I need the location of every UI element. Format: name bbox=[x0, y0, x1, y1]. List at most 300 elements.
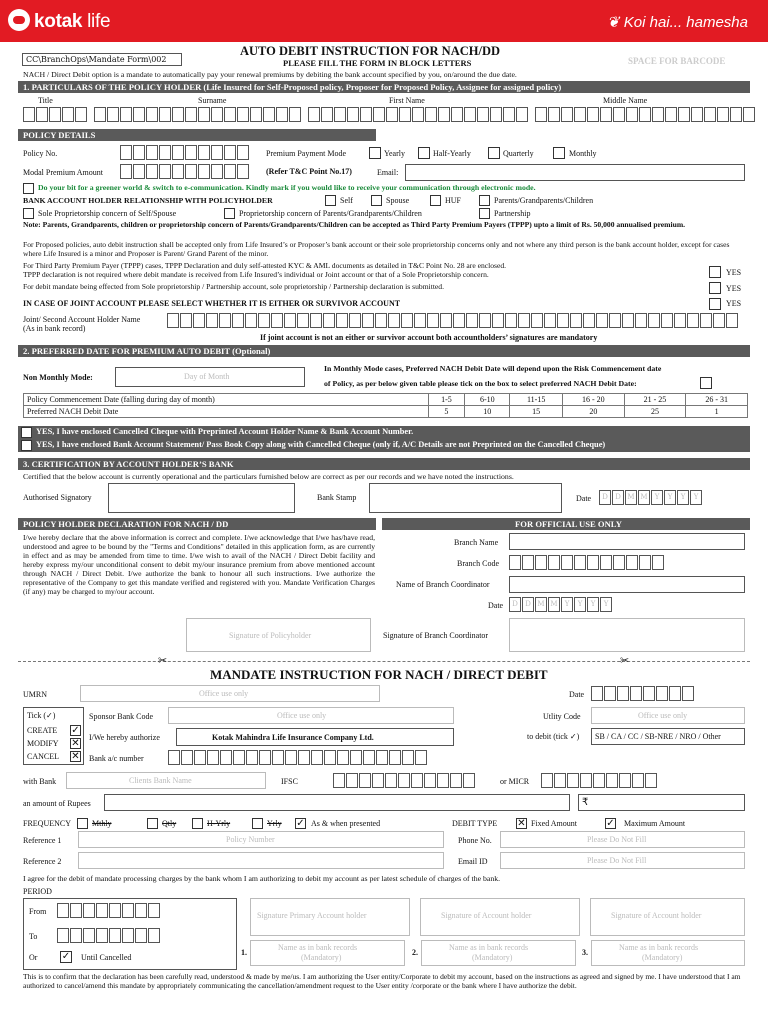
input-cell[interactable] bbox=[492, 313, 504, 328]
name-cell[interactable] bbox=[133, 107, 145, 122]
input-cell[interactable] bbox=[635, 313, 647, 328]
amount-figures-input[interactable] bbox=[578, 794, 745, 811]
bank-account-label: Bank a/c number bbox=[89, 754, 144, 763]
input-cell[interactable] bbox=[376, 750, 388, 765]
policyholder-name-grid[interactable] bbox=[23, 107, 756, 122]
input-cell[interactable] bbox=[148, 903, 160, 918]
input-cell[interactable] bbox=[535, 555, 547, 570]
mode-monthly-checkbox[interactable] bbox=[553, 147, 565, 159]
name-cell[interactable] bbox=[347, 107, 359, 122]
input-cell[interactable] bbox=[122, 928, 134, 943]
authorised-signatory-box[interactable] bbox=[108, 483, 295, 513]
until-cancelled-checkbox[interactable]: ✓ bbox=[61, 951, 71, 962]
date-cell[interactable]: D bbox=[599, 490, 611, 505]
input-cell[interactable] bbox=[518, 313, 530, 328]
create-checkbox[interactable]: ✓ bbox=[71, 725, 80, 736]
input-cell[interactable] bbox=[194, 750, 206, 765]
cancel-checkbox[interactable]: ✕ bbox=[71, 751, 80, 762]
cheque-yes-text: YES, I have enclosed Cancelled Cheque with Preprinted Account Holder Name & Bank Account Number. bbox=[36, 427, 414, 436]
input-cell[interactable] bbox=[385, 773, 397, 788]
coordinator-signature-box[interactable] bbox=[509, 618, 745, 652]
col-middle-name: Middle Name bbox=[603, 96, 648, 105]
utility-code-input[interactable] bbox=[591, 707, 745, 724]
input-cell[interactable] bbox=[285, 750, 297, 765]
input-cell[interactable] bbox=[570, 313, 582, 328]
input-cell[interactable] bbox=[57, 928, 69, 943]
to-date-input[interactable] bbox=[57, 928, 161, 943]
input-cell[interactable] bbox=[600, 555, 612, 570]
policyholder-signature-box[interactable] bbox=[186, 618, 371, 652]
input-cell[interactable] bbox=[645, 773, 657, 788]
freq-yearly-checkbox[interactable] bbox=[252, 818, 263, 829]
input-cell[interactable] bbox=[120, 164, 132, 179]
email-input[interactable] bbox=[405, 164, 745, 181]
name-cell[interactable] bbox=[678, 107, 690, 122]
input-cell[interactable] bbox=[541, 773, 553, 788]
joint-yes-checkbox[interactable] bbox=[709, 298, 721, 310]
bank-account-input[interactable] bbox=[168, 750, 428, 765]
name-cell[interactable] bbox=[574, 107, 586, 122]
name-cell[interactable] bbox=[639, 107, 651, 122]
freq-presented-label: As & when presented bbox=[311, 819, 381, 828]
name-cell[interactable] bbox=[587, 107, 599, 122]
input-cell[interactable] bbox=[401, 313, 413, 328]
date-cell[interactable]: M bbox=[625, 490, 637, 505]
input-cell[interactable] bbox=[713, 313, 725, 328]
input-cell[interactable] bbox=[70, 903, 82, 918]
input-cell[interactable] bbox=[211, 145, 223, 160]
input-cell[interactable] bbox=[211, 164, 223, 179]
rel-partnership-checkbox[interactable] bbox=[479, 208, 490, 219]
date-cell[interactable]: D bbox=[612, 490, 624, 505]
name-cell[interactable] bbox=[334, 107, 346, 122]
date-cell[interactable]: M bbox=[638, 490, 650, 505]
name-cell[interactable] bbox=[717, 107, 729, 122]
name-cell[interactable] bbox=[665, 107, 677, 122]
input-cell[interactable] bbox=[219, 313, 231, 328]
input-cell[interactable] bbox=[346, 773, 358, 788]
monthly-date-checkbox[interactable] bbox=[700, 377, 712, 389]
date-cell[interactable]: Y bbox=[600, 597, 612, 612]
input-cell[interactable] bbox=[652, 555, 664, 570]
input-cell[interactable] bbox=[450, 773, 462, 788]
input-cell[interactable] bbox=[414, 313, 426, 328]
input-cell[interactable] bbox=[593, 773, 605, 788]
input-cell[interactable] bbox=[648, 313, 660, 328]
input-cell[interactable] bbox=[619, 773, 631, 788]
input-cell[interactable] bbox=[135, 903, 147, 918]
input-cell[interactable] bbox=[402, 750, 414, 765]
input-cell[interactable] bbox=[440, 313, 452, 328]
input-cell[interactable] bbox=[453, 313, 465, 328]
input-cell[interactable] bbox=[324, 750, 336, 765]
input-cell[interactable] bbox=[632, 773, 644, 788]
input-cell[interactable] bbox=[237, 145, 249, 160]
input-cell[interactable] bbox=[350, 750, 362, 765]
input-cell[interactable] bbox=[198, 145, 210, 160]
table-cell: 11-15 bbox=[510, 394, 563, 406]
until-cancelled-label: Until Cancelled bbox=[81, 953, 132, 962]
name-cell[interactable] bbox=[451, 107, 463, 122]
mandate-date-input[interactable] bbox=[591, 686, 695, 701]
input-cell[interactable] bbox=[661, 313, 673, 328]
name-cell[interactable] bbox=[172, 107, 184, 122]
name-cell[interactable] bbox=[704, 107, 716, 122]
col-first-name: First Name bbox=[389, 96, 425, 105]
input-cell[interactable] bbox=[548, 555, 560, 570]
rel-prop-parents-checkbox[interactable] bbox=[224, 208, 235, 219]
input-cell[interactable] bbox=[509, 555, 521, 570]
input-cell[interactable] bbox=[70, 928, 82, 943]
fixed-amount-label: Fixed Amount bbox=[531, 819, 578, 828]
input-cell[interactable] bbox=[554, 773, 566, 788]
date-cell[interactable]: Y bbox=[677, 490, 689, 505]
input-cell[interactable] bbox=[630, 686, 642, 701]
input-cell[interactable] bbox=[622, 313, 634, 328]
name-cell[interactable] bbox=[477, 107, 489, 122]
input-cell[interactable] bbox=[427, 313, 439, 328]
input-cell[interactable] bbox=[398, 773, 410, 788]
input-cell[interactable] bbox=[363, 750, 375, 765]
fixed-amount-checkbox[interactable]: ✕ bbox=[517, 818, 526, 829]
name-cell[interactable] bbox=[36, 107, 48, 122]
input-cell[interactable] bbox=[687, 313, 699, 328]
input-cell[interactable] bbox=[411, 773, 423, 788]
input-cell[interactable] bbox=[83, 903, 95, 918]
freq-presented-checkbox[interactable]: ✓ bbox=[296, 818, 305, 829]
input-cell[interactable] bbox=[333, 773, 345, 788]
day-of-month-input[interactable] bbox=[115, 367, 305, 387]
input-cell[interactable] bbox=[544, 313, 556, 328]
reference-2-input[interactable] bbox=[78, 852, 444, 869]
from-date-input[interactable] bbox=[57, 903, 161, 918]
name-cell[interactable] bbox=[308, 107, 320, 122]
input-cell[interactable] bbox=[96, 903, 108, 918]
input-cell[interactable] bbox=[122, 903, 134, 918]
name-cell[interactable] bbox=[548, 107, 560, 122]
cert-date-input[interactable] bbox=[599, 490, 703, 505]
input-cell[interactable] bbox=[109, 903, 121, 918]
input-cell[interactable] bbox=[272, 750, 284, 765]
statement-yes-checkbox[interactable] bbox=[21, 440, 32, 451]
rel-self-checkbox[interactable] bbox=[325, 195, 336, 206]
joint-name-input[interactable] bbox=[167, 313, 739, 328]
name-cell[interactable] bbox=[321, 107, 333, 122]
table-cell: 1-5 bbox=[428, 394, 465, 406]
form-title: AUTO DEBIT INSTRUCTION FOR NACH/DD bbox=[240, 44, 500, 58]
section-2-header: 2. PREFERRED DATE FOR PREMIUM AUTO DEBIT (Optional) bbox=[18, 345, 750, 357]
micr-input[interactable] bbox=[541, 773, 658, 788]
freq-monthly-checkbox[interactable] bbox=[77, 818, 88, 829]
cert-date-label: Date bbox=[576, 494, 592, 503]
date-cell[interactable]: Y bbox=[651, 490, 663, 505]
input-cell[interactable] bbox=[596, 313, 608, 328]
input-cell[interactable] bbox=[133, 145, 145, 160]
input-cell[interactable] bbox=[639, 555, 651, 570]
signature-2-box[interactable] bbox=[420, 898, 580, 936]
intro-text: NACH / Direct Debit option is a mandate to automatically pay your renewal premiums by debiting the bank account specified by you, on/around the due date. bbox=[23, 70, 517, 79]
date-cell[interactable]: D bbox=[522, 597, 534, 612]
input-cell[interactable] bbox=[185, 164, 197, 179]
rel-sole-prop-label: Sole Proprietorship concern of Self/Spouse bbox=[38, 209, 177, 218]
cheque-yes-checkbox[interactable] bbox=[21, 427, 32, 438]
input-cell[interactable] bbox=[259, 750, 271, 765]
input-cell[interactable] bbox=[120, 145, 132, 160]
input-cell[interactable] bbox=[372, 773, 384, 788]
input-cell[interactable] bbox=[159, 164, 171, 179]
input-cell[interactable] bbox=[284, 313, 296, 328]
date-cell[interactable]: Y bbox=[561, 597, 573, 612]
name-cell[interactable] bbox=[289, 107, 301, 122]
input-cell[interactable] bbox=[146, 164, 158, 179]
name-cell[interactable] bbox=[198, 107, 210, 122]
maximum-amount-checkbox[interactable]: ✓ bbox=[606, 818, 615, 829]
mode-quarterly-checkbox[interactable] bbox=[488, 147, 500, 159]
input-cell[interactable] bbox=[271, 313, 283, 328]
tppp-yes-checkbox[interactable] bbox=[709, 266, 721, 278]
policyholder-signature-placeholder: Signature of Policyholder bbox=[229, 631, 312, 640]
input-cell[interactable] bbox=[193, 313, 205, 328]
name-cell[interactable] bbox=[730, 107, 742, 122]
branch-coordinator-label: Name of Branch Coordinator bbox=[396, 580, 490, 589]
input-cell[interactable] bbox=[258, 313, 270, 328]
input-cell[interactable] bbox=[359, 773, 371, 788]
sole-prop-yes-checkbox[interactable] bbox=[709, 282, 721, 294]
input-cell[interactable] bbox=[146, 145, 158, 160]
input-cell[interactable] bbox=[185, 145, 197, 160]
input-cell[interactable] bbox=[181, 750, 193, 765]
input-cell[interactable] bbox=[574, 555, 586, 570]
name-cell[interactable] bbox=[146, 107, 158, 122]
input-cell[interactable] bbox=[700, 313, 712, 328]
date-cell[interactable]: Y bbox=[574, 597, 586, 612]
rel-sole-prop-checkbox[interactable] bbox=[23, 208, 34, 219]
input-cell[interactable] bbox=[148, 928, 160, 943]
modify-checkbox[interactable]: ✕ bbox=[71, 738, 80, 749]
input-cell[interactable] bbox=[233, 750, 245, 765]
sponsor-bank-input[interactable] bbox=[168, 707, 454, 724]
name-cell[interactable] bbox=[75, 107, 87, 122]
name-cell[interactable] bbox=[516, 107, 528, 122]
input-cell[interactable] bbox=[424, 773, 436, 788]
name-cell[interactable] bbox=[159, 107, 171, 122]
name-cell[interactable] bbox=[224, 107, 236, 122]
input-cell[interactable] bbox=[437, 773, 449, 788]
input-cell[interactable] bbox=[57, 903, 69, 918]
name-cell[interactable] bbox=[62, 107, 74, 122]
name-cell[interactable] bbox=[535, 107, 547, 122]
input-cell[interactable] bbox=[172, 164, 184, 179]
input-cell[interactable] bbox=[674, 313, 686, 328]
input-cell[interactable] bbox=[168, 750, 180, 765]
input-cell[interactable] bbox=[311, 750, 323, 765]
date-cell[interactable]: Y bbox=[690, 490, 702, 505]
input-cell[interactable] bbox=[613, 555, 625, 570]
input-cell[interactable] bbox=[389, 750, 401, 765]
input-cell[interactable] bbox=[587, 555, 599, 570]
name-cell[interactable] bbox=[107, 107, 119, 122]
monthly-note-2: of Policy, as per below given table please tick on the box to select preferred NACH Debit Date: bbox=[324, 379, 637, 388]
input-cell[interactable] bbox=[522, 555, 534, 570]
input-cell[interactable] bbox=[246, 750, 258, 765]
input-cell[interactable] bbox=[479, 313, 491, 328]
amount-words-input[interactable] bbox=[104, 794, 570, 811]
name-cell[interactable] bbox=[360, 107, 372, 122]
rel-parents-checkbox[interactable] bbox=[479, 195, 490, 206]
bank-stamp-box[interactable] bbox=[369, 483, 562, 513]
input-cell[interactable] bbox=[606, 773, 618, 788]
phone-input[interactable] bbox=[500, 831, 745, 848]
input-cell[interactable] bbox=[207, 750, 219, 765]
name-cell[interactable] bbox=[626, 107, 638, 122]
name-cell[interactable] bbox=[613, 107, 625, 122]
mandate-title: MANDATE INSTRUCTION FOR NACH / DIRECT DEBIT bbox=[210, 667, 548, 682]
name-cell[interactable] bbox=[652, 107, 664, 122]
input-cell[interactable] bbox=[159, 145, 171, 160]
input-cell[interactable] bbox=[298, 750, 310, 765]
name-cell[interactable] bbox=[743, 107, 755, 122]
brand-suffix: life bbox=[82, 11, 111, 32]
input-cell[interactable] bbox=[682, 686, 694, 701]
input-cell[interactable] bbox=[561, 555, 573, 570]
ifsc-input[interactable] bbox=[333, 773, 476, 788]
input-cell[interactable] bbox=[135, 928, 147, 943]
input-cell[interactable] bbox=[133, 164, 145, 179]
input-cell[interactable] bbox=[626, 555, 638, 570]
name-cell[interactable] bbox=[211, 107, 223, 122]
mode-yearly-checkbox[interactable] bbox=[369, 147, 381, 159]
input-cell[interactable] bbox=[96, 928, 108, 943]
name-3-input[interactable] bbox=[591, 940, 745, 966]
input-cell[interactable] bbox=[557, 313, 569, 328]
umrn-input[interactable] bbox=[80, 685, 380, 702]
input-cell[interactable] bbox=[591, 686, 603, 701]
mode-halfyearly-checkbox[interactable] bbox=[418, 147, 430, 159]
input-cell[interactable] bbox=[206, 313, 218, 328]
name-2-input[interactable] bbox=[421, 940, 576, 966]
policy-no-input[interactable] bbox=[120, 145, 250, 160]
input-cell[interactable] bbox=[505, 313, 517, 328]
rel-huf-checkbox[interactable] bbox=[430, 195, 441, 206]
email-id-input[interactable] bbox=[500, 852, 745, 869]
input-cell[interactable] bbox=[531, 313, 543, 328]
name-cell[interactable] bbox=[49, 107, 61, 122]
input-cell[interactable] bbox=[604, 686, 616, 701]
name-cell[interactable] bbox=[373, 107, 385, 122]
name-cell[interactable] bbox=[561, 107, 573, 122]
bank-name-input[interactable] bbox=[66, 772, 266, 789]
nach-date-table bbox=[23, 393, 748, 418]
e-communication-checkbox[interactable] bbox=[23, 183, 34, 194]
name-cell[interactable] bbox=[503, 107, 515, 122]
name-cell[interactable] bbox=[263, 107, 275, 122]
input-cell[interactable] bbox=[297, 313, 309, 328]
name-cell[interactable] bbox=[600, 107, 612, 122]
date-cell[interactable]: Y bbox=[587, 597, 599, 612]
name-cell[interactable] bbox=[237, 107, 249, 122]
input-cell[interactable] bbox=[726, 313, 738, 328]
name-cell[interactable] bbox=[185, 107, 197, 122]
input-cell[interactable] bbox=[198, 164, 210, 179]
freq-halfyearly-checkbox[interactable] bbox=[192, 818, 203, 829]
authorize-label: I/We hereby authorize bbox=[89, 733, 160, 742]
input-cell[interactable] bbox=[583, 313, 595, 328]
input-cell[interactable] bbox=[167, 313, 179, 328]
reference-1-input[interactable] bbox=[78, 831, 444, 848]
name-cell[interactable] bbox=[120, 107, 132, 122]
name-cell[interactable] bbox=[276, 107, 288, 122]
input-cell[interactable] bbox=[669, 686, 681, 701]
official-date-input[interactable] bbox=[509, 597, 613, 612]
name-cell[interactable] bbox=[412, 107, 424, 122]
name-cell[interactable] bbox=[691, 107, 703, 122]
input-cell[interactable] bbox=[415, 750, 427, 765]
name-cell[interactable] bbox=[250, 107, 262, 122]
input-cell[interactable] bbox=[617, 686, 629, 701]
input-cell[interactable] bbox=[463, 773, 475, 788]
date-cell[interactable]: D bbox=[509, 597, 521, 612]
input-cell[interactable] bbox=[466, 313, 478, 328]
freq-quarterly-checkbox[interactable] bbox=[147, 818, 158, 829]
date-cell[interactable]: M bbox=[535, 597, 547, 612]
input-cell[interactable] bbox=[388, 313, 400, 328]
primary-signature-box[interactable] bbox=[250, 898, 410, 936]
input-cell[interactable] bbox=[337, 750, 349, 765]
input-cell[interactable] bbox=[232, 313, 244, 328]
input-cell[interactable] bbox=[109, 928, 121, 943]
input-cell[interactable] bbox=[245, 313, 257, 328]
input-cell[interactable] bbox=[362, 313, 374, 328]
name-cell[interactable] bbox=[464, 107, 476, 122]
date-cell[interactable]: M bbox=[548, 597, 560, 612]
input-cell[interactable] bbox=[83, 928, 95, 943]
input-cell[interactable] bbox=[323, 313, 335, 328]
name-cell[interactable] bbox=[94, 107, 106, 122]
date-cell[interactable]: Y bbox=[664, 490, 676, 505]
input-cell[interactable] bbox=[643, 686, 655, 701]
name-cell[interactable] bbox=[399, 107, 411, 122]
name-cell[interactable] bbox=[490, 107, 502, 122]
name-cell[interactable] bbox=[438, 107, 450, 122]
input-cell[interactable] bbox=[580, 773, 592, 788]
input-cell[interactable] bbox=[336, 313, 348, 328]
input-cell[interactable] bbox=[172, 145, 184, 160]
name-cell[interactable] bbox=[386, 107, 398, 122]
input-cell[interactable] bbox=[237, 164, 249, 179]
signature-3-box[interactable] bbox=[590, 898, 745, 936]
name-1-input[interactable] bbox=[250, 940, 405, 966]
input-cell[interactable] bbox=[375, 313, 387, 328]
input-cell[interactable] bbox=[567, 773, 579, 788]
rel-spouse-checkbox[interactable] bbox=[371, 195, 382, 206]
modal-premium-input[interactable] bbox=[120, 164, 250, 179]
input-cell[interactable] bbox=[349, 313, 361, 328]
input-cell[interactable] bbox=[224, 164, 236, 179]
name-cell[interactable] bbox=[23, 107, 35, 122]
input-cell[interactable] bbox=[656, 686, 668, 701]
input-cell[interactable] bbox=[310, 313, 322, 328]
branch-coordinator-input[interactable] bbox=[509, 576, 745, 593]
account-type-box[interactable] bbox=[591, 728, 745, 745]
input-cell[interactable] bbox=[220, 750, 232, 765]
mode-yearly-label: Yearly bbox=[384, 149, 405, 158]
input-cell[interactable] bbox=[224, 145, 236, 160]
name-cell[interactable] bbox=[425, 107, 437, 122]
branch-code-input[interactable] bbox=[509, 555, 665, 570]
input-cell[interactable] bbox=[609, 313, 621, 328]
branch-name-input[interactable] bbox=[509, 533, 745, 550]
input-cell[interactable] bbox=[180, 313, 192, 328]
